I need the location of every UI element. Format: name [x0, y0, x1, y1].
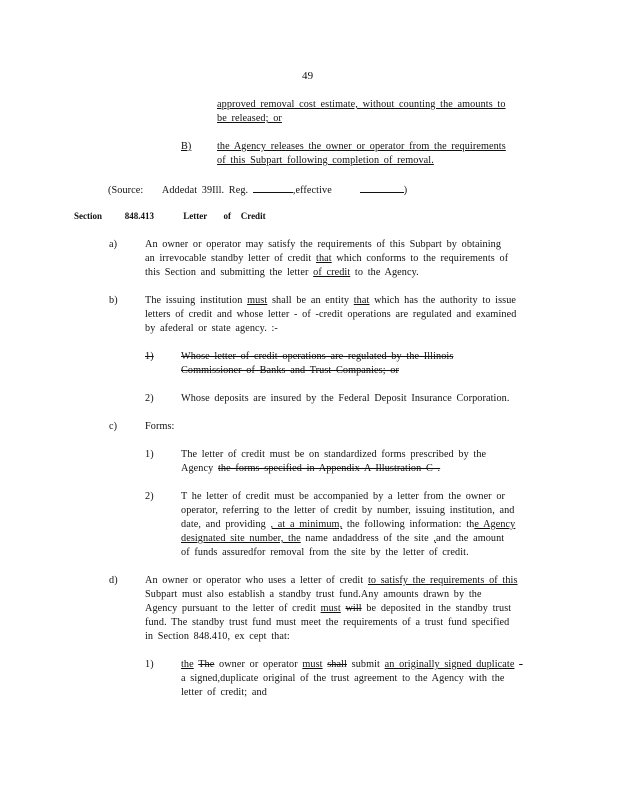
para-d-l1a: An owner or operator who uses a letter of credit [145, 575, 364, 586]
para-b-item-2-line-1: Whose deposits are insured by the Federal Deposit Insurance Corporation. [181, 393, 510, 404]
item-b-line-1: the Agency releases the owner or operator from the requirements [217, 141, 506, 152]
para-a-label: a) [109, 239, 118, 250]
register-blank [253, 182, 293, 193]
para-b-line-1 [145, 294, 516, 307]
para-c-item-2-l3c: the following information: th [346, 519, 475, 530]
para-c-item-2-l4c: , [433, 533, 437, 544]
para-c-item-2-line-2: operator, referring to the letter of credit by number, issuing institution, and [181, 505, 515, 516]
para-b-line-3: by afederal or state agency. :- [145, 323, 278, 334]
para-b-item-1-line-1: Whose letter of credit operations are regulated by the Illinois [181, 351, 454, 362]
para-d-item-1-line-1 [181, 658, 523, 671]
para-d-item-1-l1e: shall [327, 659, 347, 670]
para-d-item-1-l1a: the [181, 659, 194, 670]
para-d-line-1 [145, 574, 518, 587]
para-c-item-2-line-3 [181, 518, 515, 531]
para-d-item-1-l1g: an originally signed duplicate [384, 659, 515, 670]
item-b-line-2: of this Subpart following completion of removal. [217, 155, 434, 166]
para-a-line-2 [145, 252, 508, 265]
source-line [108, 182, 407, 197]
para-d-l1b: to satisfy the requirements of this [367, 575, 518, 586]
para-a-l3b: of credit [313, 267, 351, 278]
para-d-line-4: fund. The standby trust fund must meet the requirements of a trust fund specified [145, 617, 510, 628]
para-c-item-2-l3d: e Agency [474, 519, 516, 530]
para-d-l3a: Agency pursuant to the letter of credit [145, 603, 316, 614]
para-d-line-5: in Section 848.410, ex cept that: [145, 631, 290, 642]
para-a-line-3 [145, 266, 419, 279]
para-c-item-2-l4b: name andaddress of the site [305, 533, 429, 544]
para-b-item-1-line-2: Commissioner of Banks and Trust Companies; or [181, 365, 399, 376]
section-title-3: Credit [240, 211, 266, 221]
para-d-line-3 [145, 602, 511, 615]
para-b-l1e: which has the authority to issue [374, 295, 517, 306]
para-c-item-1-line-1: The letter of credit must be on standardized forms prescribed by the [181, 449, 487, 460]
para-a-l2c: which conforms to the requirements of [336, 253, 509, 264]
source-close: ) [403, 185, 408, 196]
para-d-label: d) [109, 575, 118, 586]
page-number: 49 [302, 70, 314, 82]
section-number: 848.413 [124, 211, 154, 221]
para-d-item-1-line-2: a signed,duplicate original of the trust agreement to the Agency with the [181, 673, 505, 684]
section-label: Section [74, 211, 102, 221]
para-a-line-1: An owner or operator may satisfy the requirements of this Subpart by obtaining [145, 239, 502, 250]
source-prefix: (Source: [108, 185, 144, 196]
section-heading [74, 210, 266, 223]
para-a-l2b: that [316, 253, 332, 264]
item-b-label: B) [181, 141, 192, 152]
para-d-item-1-l1f: submit [351, 659, 380, 670]
para-b-l1b: must [247, 295, 268, 306]
para-c-label: c) [109, 421, 118, 432]
top-line-2: be released; or [217, 113, 282, 124]
para-c-item-1-l2b: the forms specified in Appendix A Illustration C . [217, 463, 441, 474]
para-c-item-1-label: 1) [145, 449, 154, 460]
para-c-item-1-l2a: Agency [181, 463, 214, 474]
para-d-item-1-label: 1) [145, 659, 154, 670]
para-b-l1a: The issuing institution [145, 295, 243, 306]
para-c-item-2-l4d: and the amount [436, 533, 505, 544]
para-d-l3d: be deposited in the standby trust [366, 603, 512, 614]
para-c-item-2-l3a: date, and providing [181, 519, 266, 530]
para-c-item-2-label: 2) [145, 491, 154, 502]
para-d-item-1-line-3: letter of credit; and [181, 687, 267, 698]
para-d-l3b: must [320, 603, 341, 614]
section-title-1: Letter [183, 211, 208, 221]
para-b-item-2-label: 2) [145, 393, 154, 404]
para-b-item-1-label: 1) [145, 351, 154, 362]
para-d-line-2: Subpart must also establish a standby trust fund.Any amounts drawn by the [145, 589, 482, 600]
para-c-item-2-line-1: T he letter of credit must be accompanied by a letter from the owner or [181, 491, 506, 502]
effective-blank [360, 182, 404, 193]
para-d-item-1-l1c: owner or operator [219, 659, 298, 670]
para-d-item-1-l1d: must [302, 659, 323, 670]
para-c-item-2-l3b: , at a minimum, [270, 519, 343, 530]
para-c-item-1-line-2 [181, 462, 440, 475]
para-c-title: Forms: [145, 421, 175, 432]
para-a-l3c: to the Agency. [354, 267, 419, 278]
para-a-l2a: an irrevocable standby letter of credit [145, 253, 312, 264]
source-effective: ,effective [292, 185, 332, 196]
para-b-label: b) [109, 295, 118, 306]
para-d-item-1-l1h: - [519, 659, 523, 670]
para-c-item-2-l4a: designated site number, the [181, 533, 301, 544]
para-d-l3c: will [345, 603, 362, 614]
para-b-l1c: shall be an entity [271, 295, 350, 306]
para-a-l3a: this Section and submitting the letter [145, 267, 309, 278]
source-text: Addedat 39Ill. Reg. [161, 185, 249, 196]
para-b-l1d: that [353, 295, 370, 306]
section-title-2: of [223, 211, 231, 221]
para-d-item-1-l1b: The [198, 659, 215, 670]
para-b-line-2: letters of credit and whose letter - of -credit operations are regulated and examined [145, 309, 517, 320]
para-c-item-2-line-4 [181, 532, 504, 545]
para-c-item-2-line-5: of funds assuredfor removal from the site by the letter of credit. [181, 547, 469, 558]
top-line-1: approved removal cost estimate, without counting the amounts to [217, 99, 506, 110]
